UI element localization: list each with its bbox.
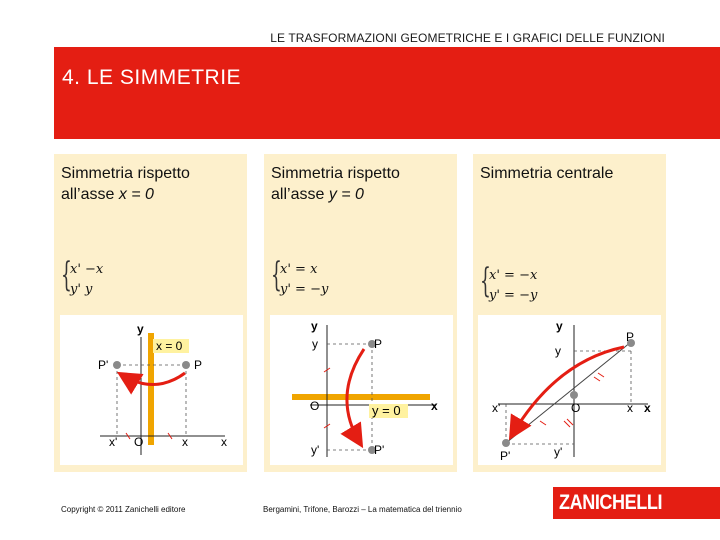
publisher-logo-text: ZANICHELLI: [559, 491, 663, 514]
formula-row-2: y' y: [70, 282, 93, 297]
label-x-prime: x': [492, 401, 501, 415]
label-P-prime: P': [98, 358, 109, 372]
label-O: O: [571, 401, 581, 415]
panel-title-equation: y = 0: [328, 186, 364, 203]
section-title: 4. LE SIMMETRIE: [62, 66, 242, 89]
point-O: [570, 391, 578, 399]
axis-equation-label: x = 0: [156, 339, 183, 353]
panel-title-line1: Simmetria rispetto: [61, 165, 190, 182]
panel-title-line2-prefix: all’asse: [271, 186, 329, 203]
label-P: P: [374, 337, 383, 351]
formula-row-2: y' = −y: [489, 288, 538, 303]
label-x: x: [182, 435, 188, 449]
point-P-prime: [502, 439, 510, 447]
publisher-logo: [553, 487, 720, 519]
transformation-formula: [271, 255, 391, 300]
label-y-prime: y': [554, 445, 563, 459]
label-x-axis: x: [221, 435, 227, 449]
formula-row-1: x' = x: [280, 262, 318, 277]
panel-title: [271, 163, 400, 205]
label-x-axis: x: [644, 401, 651, 415]
label-P: P: [626, 330, 635, 344]
panel-title-line1: Simmetria centrale: [480, 165, 614, 182]
label-P: P: [194, 358, 203, 372]
formula-row-1: x' = −x: [489, 268, 538, 283]
label-y: y: [555, 344, 561, 358]
label-x-axis: x: [431, 399, 438, 413]
label-y-prime: y': [311, 443, 320, 457]
point-P-prime: [113, 361, 121, 369]
label-x-prime: x': [109, 435, 118, 449]
label-P-prime: P': [500, 449, 511, 463]
label-y-axis: y: [556, 319, 563, 333]
brace-icon: {: [61, 255, 72, 295]
copyright-notice: Copyright © 2011 Zanichelli editore: [61, 505, 186, 514]
axis-equation-label: y = 0: [372, 403, 401, 418]
label-O: O: [134, 435, 144, 449]
brace-icon: {: [480, 261, 491, 301]
reflection-arrow: [512, 347, 624, 435]
panel-title: [480, 163, 613, 184]
label-y: y: [137, 322, 144, 336]
panel-title-equation: x = 0: [118, 186, 154, 203]
diagonal-line: [506, 342, 631, 443]
panel-title: [61, 163, 190, 205]
figure-symmetry-y-axis: [270, 315, 453, 465]
formula-row-2: y' = −y: [280, 282, 329, 297]
transformation-formula: [61, 255, 181, 300]
transformation-formula: [480, 261, 600, 306]
label-O: O: [310, 399, 320, 413]
label-y-axis: y: [311, 319, 318, 333]
label-y: y: [312, 337, 318, 351]
figure-symmetry-x-axis: [60, 315, 243, 465]
panel-title-line1: Simmetria rispetto: [271, 165, 400, 182]
point-P: [182, 361, 190, 369]
panel-title-line2-prefix: all’asse: [61, 186, 119, 203]
formula-row-1: x' −x: [70, 262, 104, 277]
section-banner: [54, 47, 720, 139]
presentation-subtitle: LE TRASFORMAZIONI GEOMETRICHE E I GRAFICI DELLE FUNZIONI: [270, 31, 665, 45]
label-x: x: [627, 401, 633, 415]
authors-credit: Bergamini, Trifone, Barozzi – La matematica del triennio: [263, 505, 462, 514]
label-P-prime: P': [374, 443, 385, 457]
figure-central-symmetry: [478, 315, 661, 465]
brace-icon: {: [271, 255, 282, 295]
